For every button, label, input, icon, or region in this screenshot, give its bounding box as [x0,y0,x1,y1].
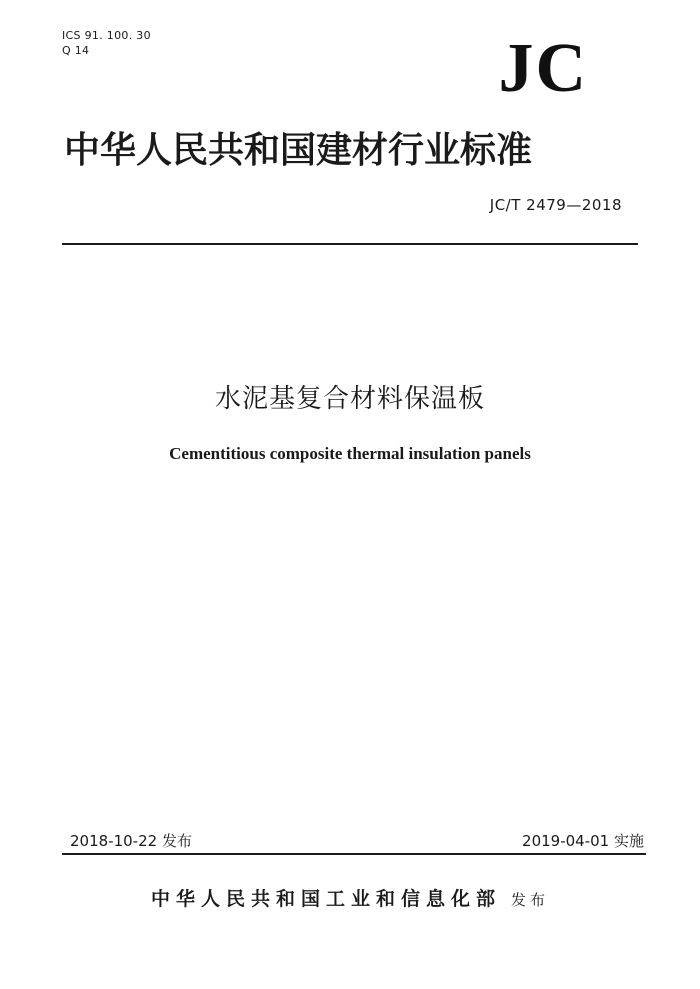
ics-code: ICS 91. 100. 30 [62,29,151,42]
standard-number: JC/T 2479—2018 [489,196,622,214]
classification-codes [62,28,151,58]
publisher-name: 中华人民共和国工业和信息化部 [150,888,501,910]
jc-logo: JC [498,30,588,107]
document-title-en: Cementitious composite thermal insulation panels [169,444,531,463]
header-divider [62,243,638,245]
issue-date: 2018-10-22 发布 [70,832,192,850]
ccs-code: Q 14 [62,44,90,57]
implementation-date: 2019-04-01 实施 [522,832,644,850]
document-title-cn: 水泥基复合材料保温板 [214,384,485,414]
publisher-action: 发布 [511,891,550,909]
footer-divider [62,853,646,855]
standard-type-heading: 中华人民共和国建材行业标准 [64,129,533,171]
publisher-line [0,884,700,911]
